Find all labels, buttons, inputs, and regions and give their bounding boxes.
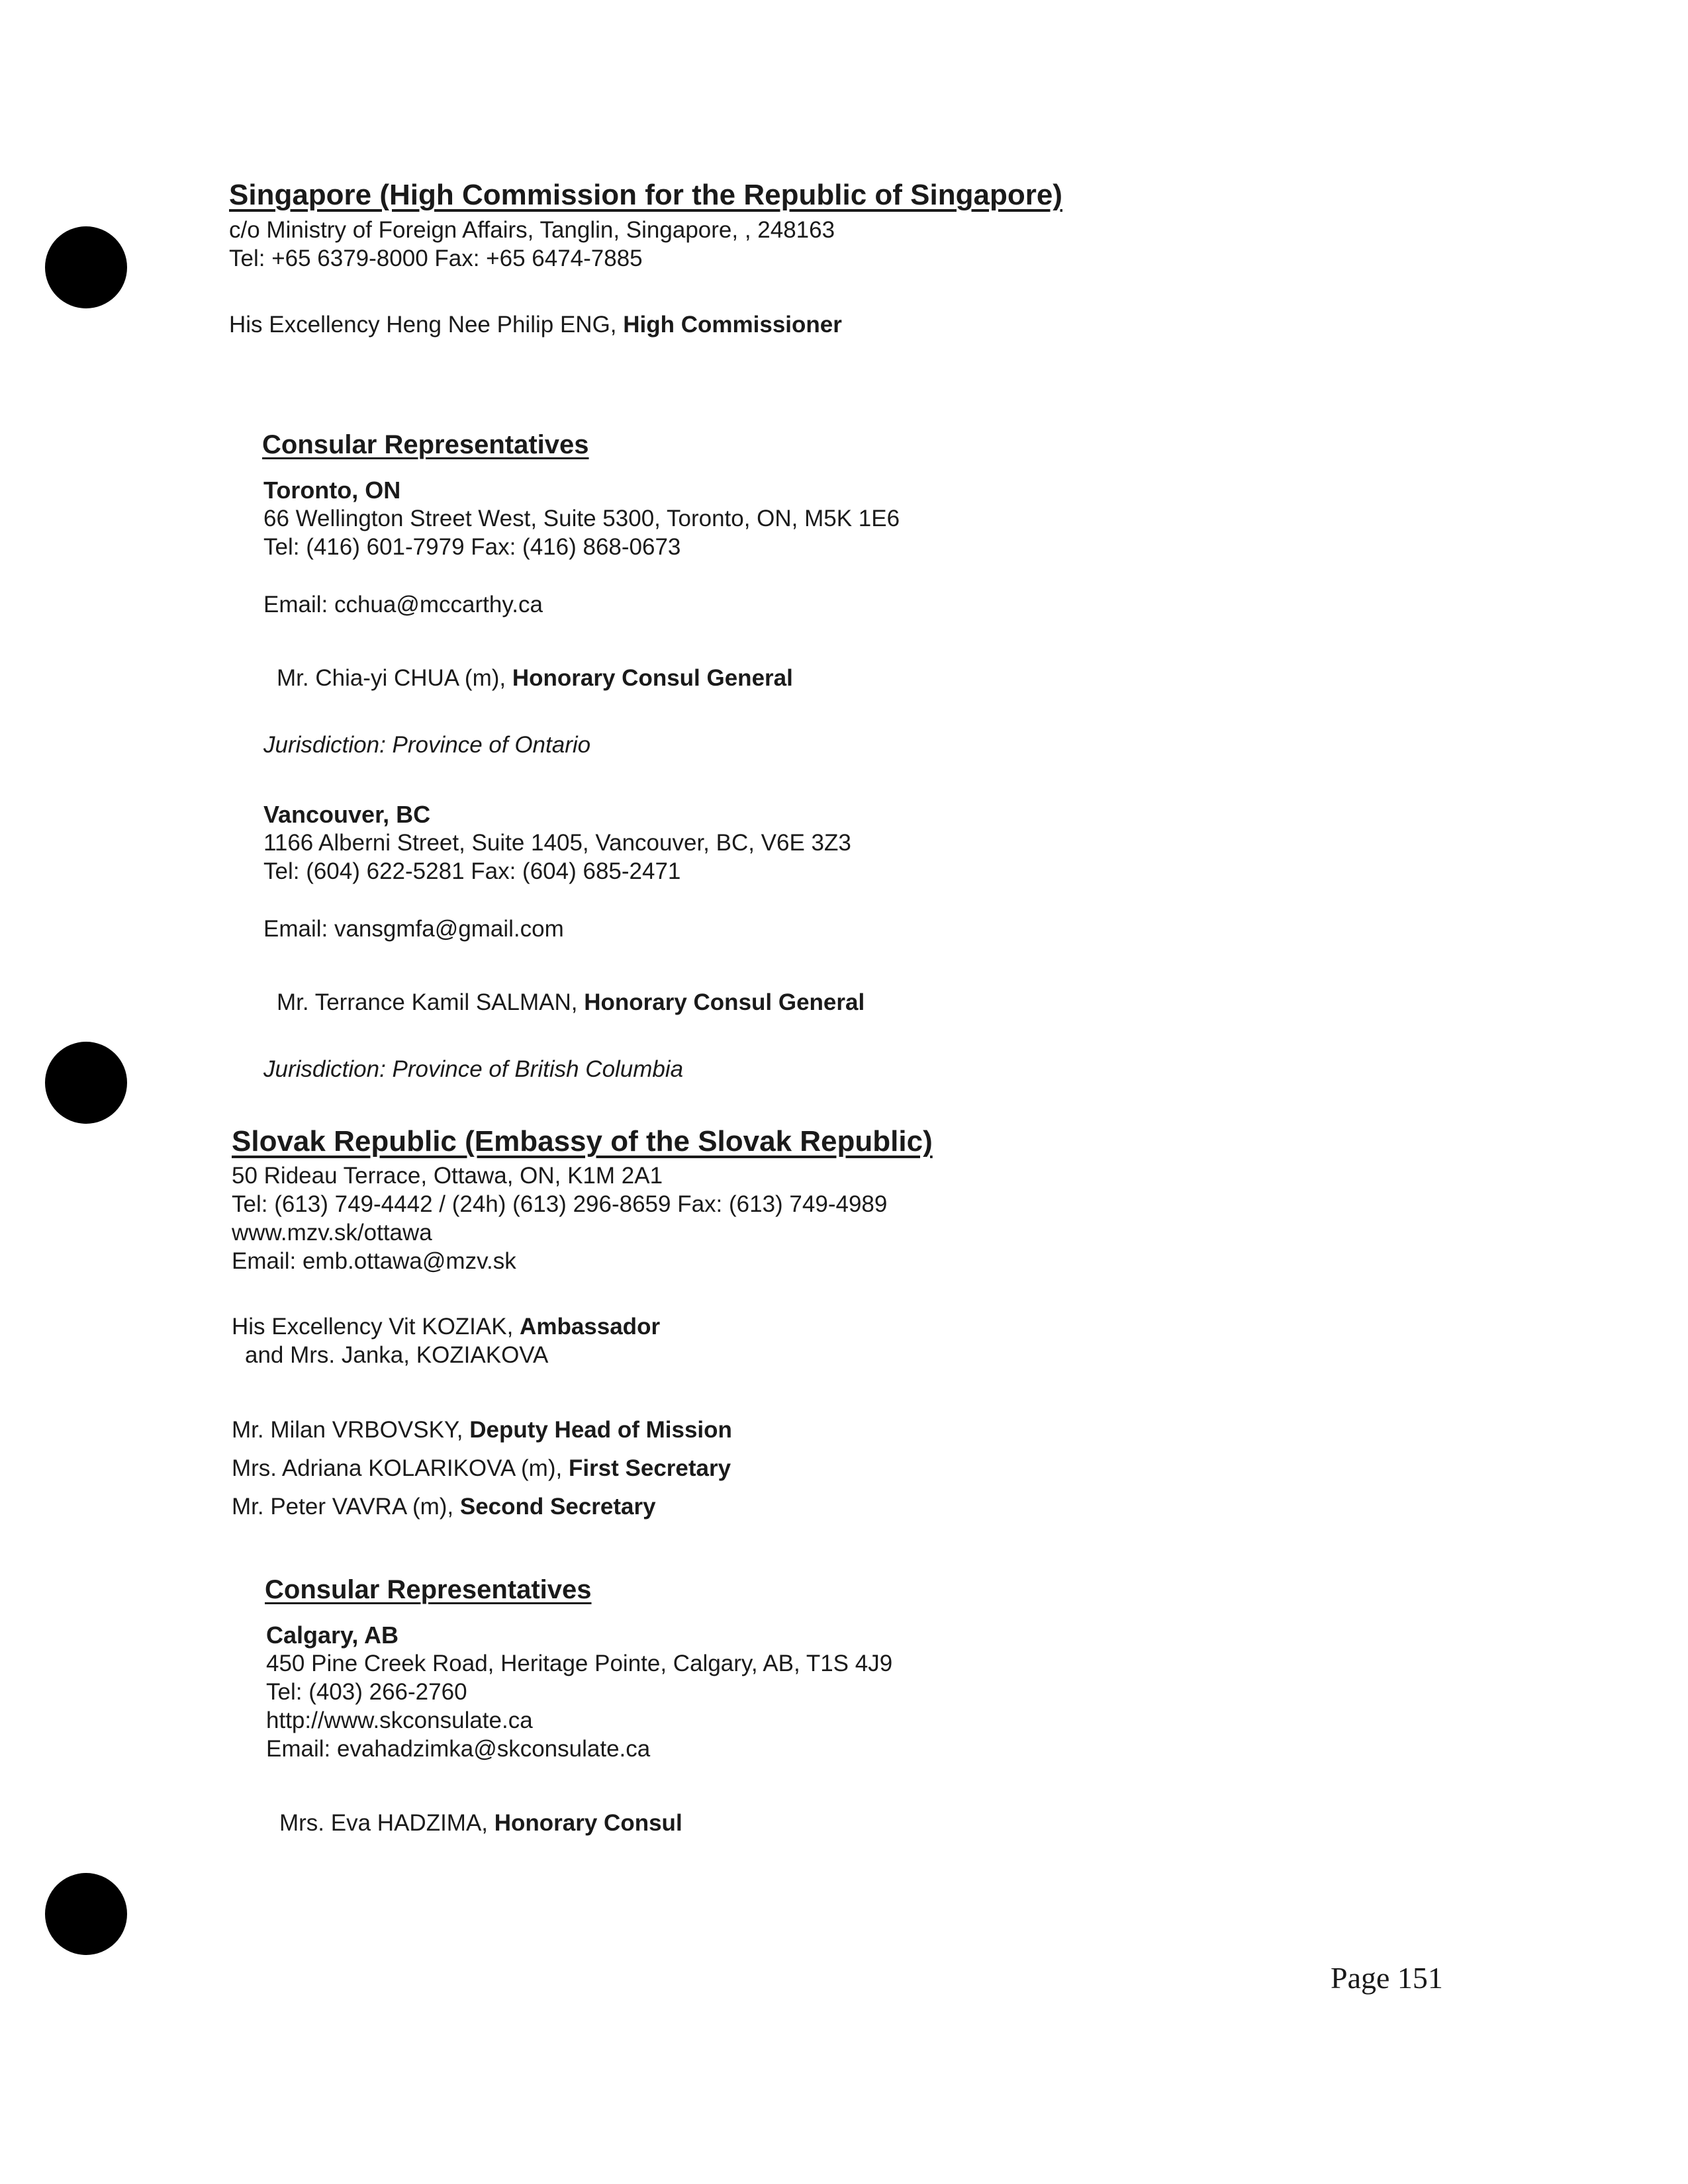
slovakia-spouse: and Mrs. Janka, KOZIAKOVA	[245, 1342, 549, 1368]
person-name: Mrs. Adriana KOLARIKOVA (m),	[232, 1455, 569, 1481]
vancouver-tel: Tel: (604) 622-5281 Fax: (604) 685-2471	[263, 858, 681, 884]
person-name: His Excellency Vit KOZIAK,	[232, 1314, 520, 1340]
slovakia-email: Email: emb.ottawa@mzv.sk	[232, 1248, 516, 1274]
slovakia-staff-2	[232, 1455, 731, 1482]
page-number: Page 151	[1331, 1961, 1443, 1995]
toronto-consul	[277, 664, 793, 692]
slovakia-consular-heading: Consular Representatives	[265, 1575, 592, 1604]
person-name: Mr. Chia-yi CHUA (m),	[277, 665, 512, 691]
singapore-consular-heading: Consular Representatives	[262, 430, 589, 459]
toronto-address: 66 Wellington Street West, Suite 5300, Toronto, ON, M5K 1E6	[263, 506, 900, 531]
toronto-jurisdiction: Jurisdiction: Province of Ontario	[263, 732, 591, 758]
slovakia-heading: Slovak Republic (Embassy of the Slovak Republic)	[232, 1125, 933, 1158]
singapore-heading: Singapore (High Commission for the Republic of Singapore)	[229, 179, 1062, 211]
vancouver-address: 1166 Alberni Street, Suite 1405, Vancouver, BC, V6E 3Z3	[263, 830, 851, 856]
calgary-website: http://www.skconsulate.ca	[266, 1707, 533, 1733]
calgary-tel: Tel: (403) 266-2760	[266, 1679, 467, 1705]
slovakia-address: 50 Rideau Terrace, Ottawa, ON, K1M 2A1	[232, 1163, 663, 1189]
person-title: Second Secretary	[459, 1494, 656, 1520]
person-title: Honorary Consul General	[512, 665, 793, 691]
punch-hole-bottom	[45, 1873, 127, 1955]
person-title: Deputy Head of Mission	[469, 1417, 732, 1443]
vancouver-email: Email: vansgmfa@gmail.com	[263, 916, 564, 942]
calgary-address: 450 Pine Creek Road, Heritage Pointe, Calgary, AB, T1S 4J9	[266, 1651, 893, 1676]
toronto-city: Toronto, ON	[263, 477, 401, 504]
person-title: First Secretary	[568, 1455, 731, 1481]
punch-hole-middle	[45, 1042, 127, 1124]
person-title: Honorary Consul General	[584, 989, 865, 1015]
slovakia-tel: Tel: (613) 749-4442 / (24h) (613) 296-8659 Fax: (613) 749-4989	[232, 1191, 888, 1217]
person-name: His Excellency Heng Nee Philip ENG,	[229, 312, 624, 338]
vancouver-consul	[277, 989, 865, 1017]
slovakia-staff-1	[232, 1416, 732, 1444]
slovakia-staff-3	[232, 1493, 656, 1521]
vancouver-city: Vancouver, BC	[263, 801, 431, 828]
person-name: Mr. Peter VAVRA (m),	[232, 1494, 460, 1520]
calgary-email: Email: evahadzimka@skconsulate.ca	[266, 1736, 651, 1762]
calgary-city: Calgary, AB	[266, 1621, 399, 1649]
singapore-tel: Tel: +65 6379-8000 Fax: +65 6474-7885	[229, 246, 643, 271]
calgary-consul	[279, 1809, 682, 1837]
person-name: Mr. Terrance Kamil SALMAN,	[277, 989, 585, 1015]
toronto-tel: Tel: (416) 601-7979 Fax: (416) 868-0673	[263, 534, 681, 560]
person-title: Ambassador	[520, 1314, 661, 1340]
person-title: High Commissioner	[623, 312, 842, 338]
slovakia-head-of-mission	[232, 1313, 660, 1341]
toronto-email: Email: cchua@mccarthy.ca	[263, 592, 543, 617]
singapore-address: c/o Ministry of Foreign Affairs, Tanglin, Singapore, , 248163	[229, 217, 835, 243]
vancouver-jurisdiction: Jurisdiction: Province of British Columbia	[263, 1056, 684, 1082]
punch-hole-top	[45, 226, 127, 308]
person-name: Mrs. Eva HADZIMA,	[279, 1810, 494, 1836]
person-title: Honorary Consul	[494, 1810, 682, 1836]
singapore-head-of-mission	[229, 311, 842, 339]
slovakia-website: www.mzv.sk/ottawa	[232, 1220, 432, 1246]
person-name: Mr. Milan VRBOVSKY,	[232, 1417, 470, 1443]
